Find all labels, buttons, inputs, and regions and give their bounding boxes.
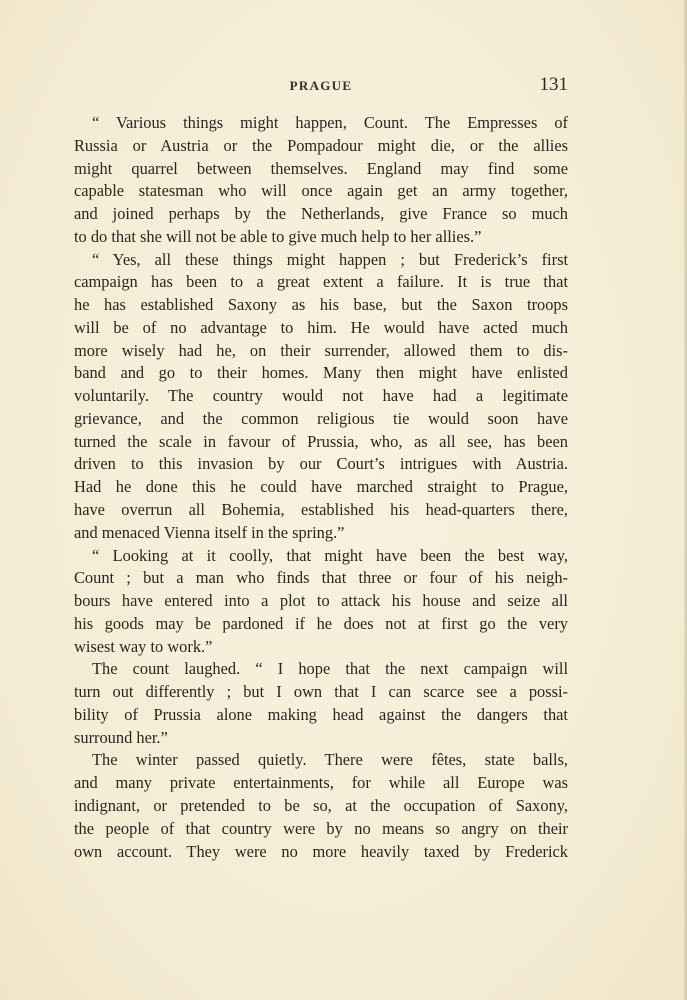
text-line: turned the scale in favour of Prussia, who, as all see, has been bbox=[74, 431, 568, 451]
text-line: the people of that country were by no means so angry on their bbox=[74, 818, 568, 838]
text-line: indignant, or pretended to be so, at the occupation of Saxony, bbox=[74, 795, 568, 815]
text-line: The count laughed. “ I hope that the next campaign will bbox=[92, 659, 568, 679]
text-line: turn out differently ; but I own that I can scarce see a possi- bbox=[74, 682, 568, 702]
page-edge-shadow bbox=[683, 0, 687, 1000]
text-line: and menaced Vienna itself in the spring.” bbox=[74, 522, 345, 542]
running-head: PRAGUE bbox=[289, 78, 353, 93]
text-line: bility of Prussia alone making head against the dangers that bbox=[74, 704, 568, 724]
page-number: 131 bbox=[539, 74, 568, 95]
text-line: “ Various things might happen, Count. The Empresses of bbox=[92, 113, 568, 132]
text-line: have overrun all Bohemia, established his head-quarters there, bbox=[74, 500, 568, 520]
text-line: “ Yes, all these things might happen ; but Frederick’s first bbox=[92, 249, 568, 269]
text-line: and many private entertainments, for while all Europe was bbox=[74, 773, 568, 793]
text-line: might quarrel between themselves. England may find some bbox=[74, 158, 568, 178]
text-line: he has established Saxony as his base, but the Saxon troops bbox=[74, 295, 568, 315]
text-line: will be of no advantage to him. He would have acted much bbox=[74, 317, 568, 337]
text-line: Had he done this he could have marched straight to Prague, bbox=[74, 477, 568, 497]
text-line: grievance, and the common religious tie would soon have bbox=[74, 408, 568, 428]
text-line: and joined perhaps by the Netherlands, give France so much bbox=[74, 204, 568, 224]
text-line: his goods may be pardoned if he does not at first go the very bbox=[74, 613, 568, 633]
page-header bbox=[74, 74, 568, 98]
body-text bbox=[74, 112, 568, 863]
text-line: Russia or Austria or the Pompadour might die, or the allies bbox=[74, 135, 568, 155]
text-line: wisest way to work.” bbox=[74, 636, 213, 656]
text-line: to do that she will not be able to give much help to her allies.” bbox=[74, 226, 482, 246]
text-line: bours have entered into a plot to attack his house and seize all bbox=[74, 591, 568, 611]
text-line: driven to this invasion by our Court’s intrigues with Austria. bbox=[74, 454, 568, 474]
text-line: more wisely had he, on their surrender, allowed them to dis- bbox=[74, 340, 568, 360]
text-line: voluntarily. The country would not have had a legitimate bbox=[74, 386, 568, 406]
text-line: capable statesman who will once again get an army together, bbox=[74, 181, 568, 201]
text-line: “ Looking at it coolly, that might have been the best way, bbox=[92, 545, 568, 565]
text-line: surround her.” bbox=[74, 727, 168, 747]
text-line: band and go to their homes. Many then might have enlisted bbox=[74, 363, 568, 383]
text-line: The winter passed quietly. There were fêtes, state balls, bbox=[92, 750, 568, 770]
text-line: Count ; but a man who finds that three or four of his neigh- bbox=[74, 568, 568, 588]
text-line: campaign has been to a great extent a failure. It is true that bbox=[74, 272, 568, 292]
text-line: own account. They were no more heavily taxed by Frederick bbox=[74, 841, 568, 861]
